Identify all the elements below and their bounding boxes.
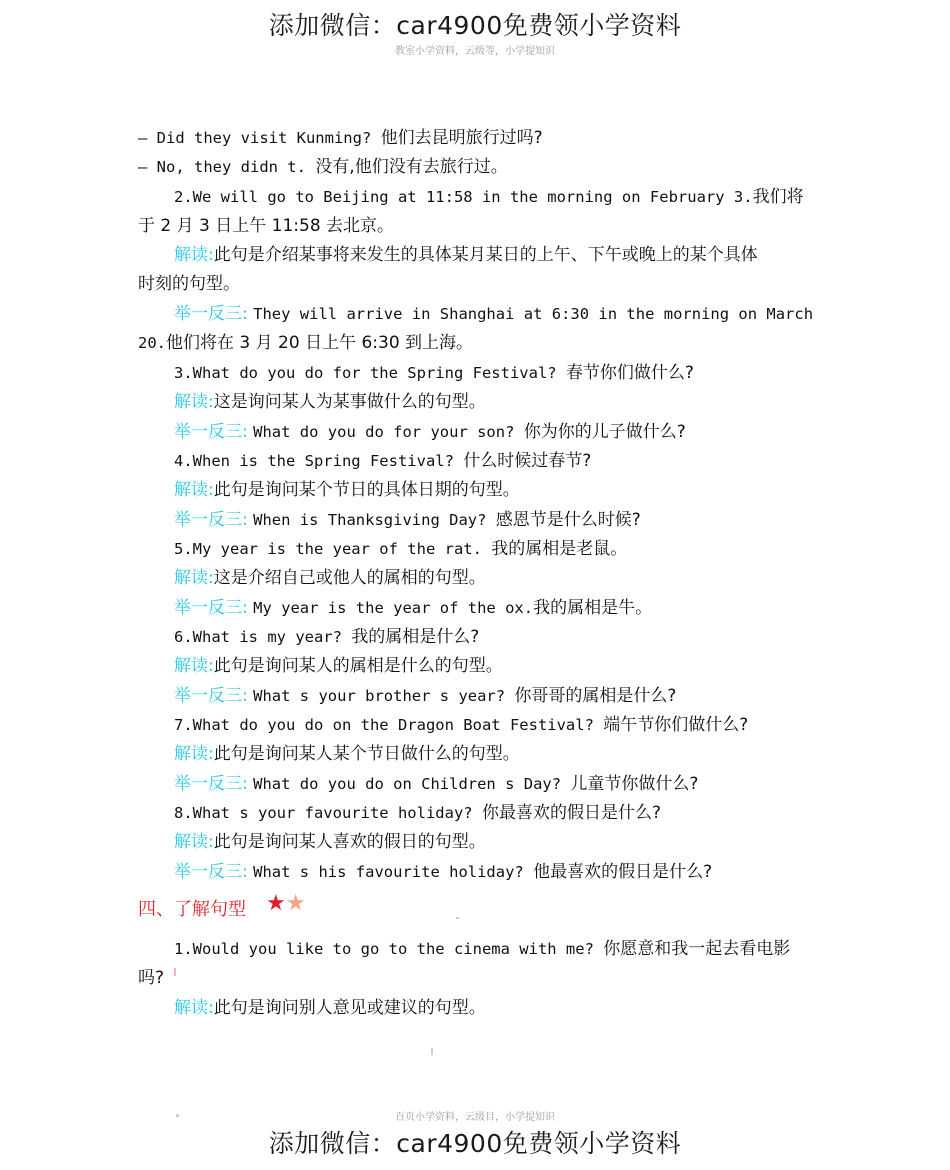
line-text: 此句是介绍某事将来发生的具体某月某日的上午、下午或晚上的某个具体 <box>213 245 758 265</box>
lines-line <box>174 626 479 648</box>
line-text: 6.What is my year? <box>174 628 352 646</box>
lines-line <box>138 215 394 237</box>
line-text: 5.My year is the year of the rat. <box>174 540 492 558</box>
annotation-label: 举一反三: <box>174 862 254 882</box>
line-text: 4.When is the Spring Festival? <box>174 452 464 470</box>
line-text: 吗? <box>138 968 165 988</box>
scan-speck <box>174 968 176 976</box>
lines-line <box>138 332 473 354</box>
lines-line <box>138 127 543 149</box>
line-text: 20. <box>138 334 166 352</box>
lines-line <box>174 567 486 589</box>
lines-line <box>174 450 591 472</box>
lines-line <box>174 831 486 853</box>
star-half-icon: ★ <box>285 891 306 916</box>
section4_lines-line <box>174 997 486 1019</box>
line-text: 此句是询问某人某个节日做什么的句型。 <box>213 744 520 764</box>
annotation-label: 解读: <box>174 392 214 412</box>
annotation-label: 解读: <box>174 480 214 500</box>
line-text: 这是介绍自己或他人的属相的句型。 <box>213 568 486 588</box>
header-faint-text: 教室小学资料，云级等，小学提知识 <box>395 46 555 57</box>
line-text: 我们将 <box>752 187 804 207</box>
footer-banner: 添加微信：car4900免费领小学资料 <box>268 1129 682 1158</box>
lines-line <box>174 421 686 443</box>
line-text: 没有,他们没有去旅行过。 <box>315 157 508 177</box>
lines-line <box>174 362 694 384</box>
line-text: 儿童节你做什么? <box>570 774 699 794</box>
line-text: 这是询问某人为某事做什么的句型。 <box>213 392 486 412</box>
line-text: 1.Would you like to go to the cinema with me? <box>174 940 604 958</box>
line-text: 2.We will go to Beijing at 11:58 in the morning on February 3. <box>174 188 753 206</box>
lines-line <box>174 773 698 795</box>
line-text: 7.What do you do on the Dragon Boat Festival? <box>174 716 604 734</box>
line-text: 此句是询问别人意见或建议的句型。 <box>213 998 486 1018</box>
line-text: — No, they didn t. <box>138 158 316 176</box>
lines-line <box>174 186 804 208</box>
annotation-label: 举一反三: <box>174 686 254 706</box>
line-text: 3.What do you do for the Spring Festival? <box>174 364 566 382</box>
lines-line <box>174 303 813 325</box>
line-text: 端午节你们做什么? <box>603 715 749 735</box>
lines-line <box>174 244 758 266</box>
line-text: 我的属相是牛。 <box>533 598 653 618</box>
line-text: 他们去昆明旅行过吗? <box>380 128 543 148</box>
lines-line <box>174 861 712 883</box>
line-text: 你为你的儿子做什么? <box>523 422 686 442</box>
line-text: 他最喜欢的假日是什么? <box>533 862 713 882</box>
annotation-label: 举一反三: <box>174 510 254 530</box>
line-text: They will arrive in Shanghai at 6:30 in the morning on March <box>253 305 814 323</box>
lines-line <box>174 538 627 560</box>
annotation-label: 举一反三: <box>174 598 254 618</box>
lines-line <box>138 156 508 178</box>
line-text: 此句是询问某个节日的具体日期的句型。 <box>213 480 520 500</box>
lines-line <box>174 655 503 677</box>
scan-speck <box>456 917 459 919</box>
line-text: 你愿意和我一起去看电影 <box>603 939 791 959</box>
scan-speck <box>431 1048 433 1055</box>
line-text: 时刻的句型。 <box>138 274 240 294</box>
lines-line <box>174 597 652 619</box>
line-text: 此句是询问某人喜欢的假日的句型。 <box>213 832 486 852</box>
line-text: When is Thanksgiving Day? <box>253 511 496 529</box>
line-text: 我的属相是什么? <box>351 627 480 647</box>
section4_lines-line <box>174 938 790 960</box>
annotation-label: 解读: <box>174 568 214 588</box>
line-text: — Did they visit Kunming? <box>138 129 381 147</box>
lines-line <box>174 509 641 531</box>
line-text: 什么时候过春节? <box>463 451 592 471</box>
line-text: 8.What s your favourite holiday? <box>174 804 482 822</box>
line-text: 你最喜欢的假日是什么? <box>481 803 661 823</box>
lines-line <box>174 714 748 736</box>
line-text: 我的属相是老鼠。 <box>491 539 628 559</box>
line-text: What s his favourite holiday? <box>253 863 534 881</box>
line-text: 感恩节是什么时候? <box>495 510 641 530</box>
annotation-label: 举一反三: <box>174 422 254 442</box>
lines-line <box>174 743 520 765</box>
annotation-label: 解读: <box>174 998 214 1018</box>
line-text: 于 2 月 3 日上午 11:58 去北京。 <box>138 216 395 236</box>
annotation-label: 举一反三: <box>174 304 254 324</box>
line-text: What do you do on Children s Day? <box>253 775 571 793</box>
line-text: 他们将在 3 月 20 日上午 6:30 到上海。 <box>166 333 474 353</box>
annotation-label: 举一反三: <box>174 774 254 794</box>
lines-line <box>174 802 661 824</box>
header-banner: 添加微信：car4900免费领小学资料 <box>268 11 682 40</box>
line-text: 你哥哥的属相是什么? <box>514 686 677 706</box>
lines-line <box>174 479 520 501</box>
line-text: What s your brother s year? <box>253 687 515 705</box>
star-full-icon: ★ <box>266 891 286 916</box>
annotation-label: 解读: <box>174 245 214 265</box>
line-text: What do you do for your son? <box>253 423 524 441</box>
difficulty-stars <box>266 892 305 916</box>
annotation-label: 解读: <box>174 656 214 676</box>
lines-line <box>174 391 486 413</box>
annotation-label: 解读: <box>174 832 214 852</box>
line-text: 此句是询问某人的属相是什么的句型。 <box>213 656 503 676</box>
line-text: 春节你们做什么? <box>565 363 694 383</box>
section-heading: 四、了解句型 <box>138 899 246 920</box>
line-text: My year is the year of the ox. <box>253 599 534 617</box>
footer-faint-text: 百页小学资料，云级目，小学提知识 <box>395 1112 555 1123</box>
lines-line <box>174 685 676 707</box>
lines-line <box>138 273 240 295</box>
section4_lines-line <box>138 967 164 989</box>
annotation-label: 解读: <box>174 744 214 764</box>
